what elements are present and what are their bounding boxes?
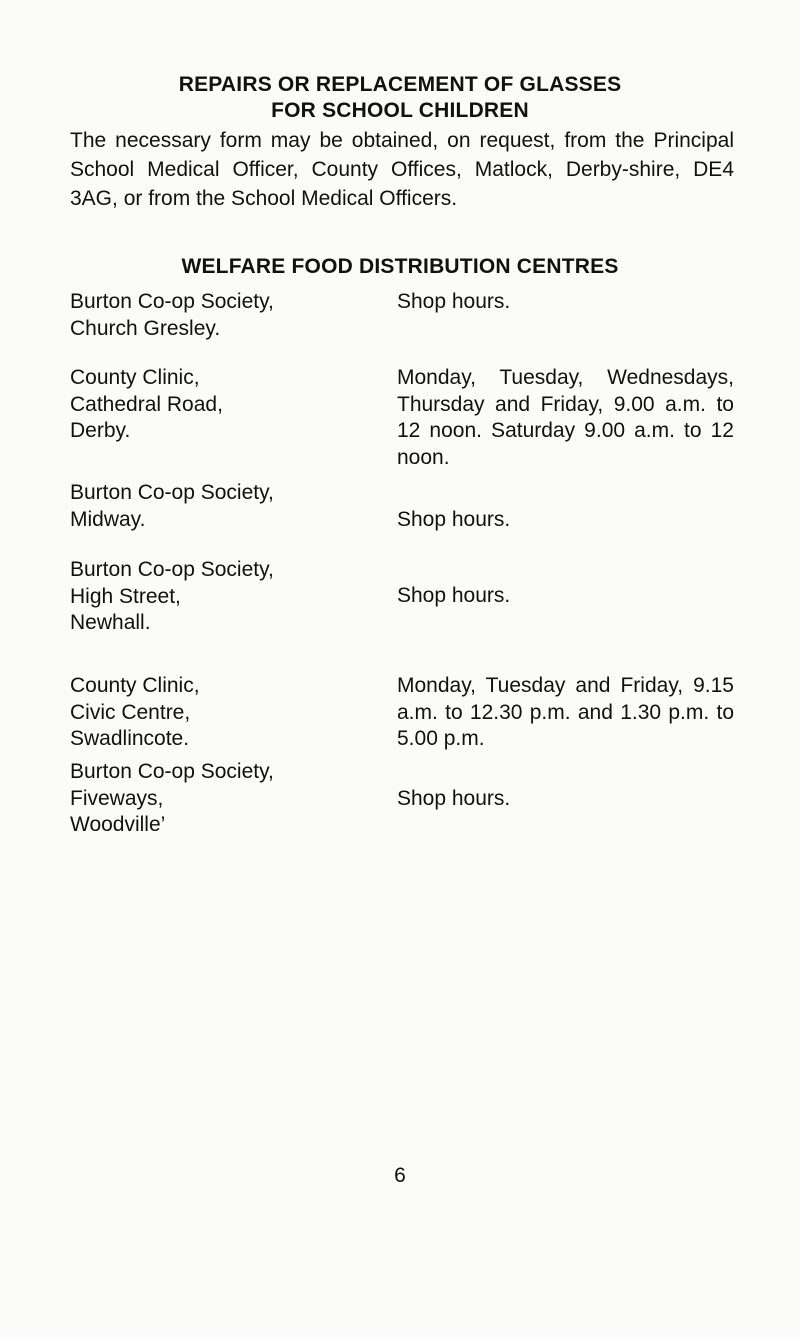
centre-5-hours: Monday, Tuesday and Friday, 9.15 a.m. to 12.30 p.m. and 1.30 p.m. to 5.00 p.m. — [397, 674, 734, 750]
centre-4-address — [70, 557, 370, 637]
centre-4-address-line-3: Newhall. — [70, 611, 151, 634]
centre-6-address-line-1: Burton Co-op Society, — [70, 760, 274, 783]
glasses-paragraph: The necessary form may be obtained, on request, from the Principal School Medical Officer, County Offices, Matlock, Derby-shire, DE4 3AG, or from the School Medical Officers. — [70, 129, 734, 210]
centre-2-address-line-3: Derby. — [70, 419, 131, 442]
page-number: 6 — [394, 1164, 406, 1187]
centre-3-address-line-1: Burton Co-op Society, — [70, 481, 274, 504]
centre-3-address-line-2: Midway. — [70, 507, 146, 531]
glasses-heading-line-1: REPAIRS OR REPLACEMENT OF GLASSES — [178, 73, 622, 96]
centre-5-address-line-2: Civic Centre, — [70, 700, 191, 724]
centre-1-address — [70, 289, 370, 342]
centre-3-hours: Shop hours. — [397, 508, 511, 531]
welfare-heading: WELFARE FOOD DISTRIBUTION CENTRES — [181, 255, 619, 278]
centre-4-address-line-1: Burton Co-op Society, — [70, 558, 274, 581]
centre-2-address — [70, 365, 370, 445]
centre-4-address-line-2: High Street, — [70, 584, 181, 608]
centre-5-address-line-3: Swadlincote. — [70, 727, 190, 750]
centre-3-address — [70, 480, 370, 533]
centre-2-hours: Monday, Tuesday, Wednesdays, Thursday and Friday, 9.00 a.m. to 12 noon. Saturday 9.00 a.m. to 12 noon. — [397, 366, 734, 469]
centre-1-address-line-2: Church Gresley. — [70, 316, 221, 340]
centre-1-hours: Shop hours. — [397, 290, 511, 313]
centre-6-address-line-2: Fiveways, — [70, 786, 164, 810]
centre-1-address-line-1: Burton Co-op Society, — [70, 290, 274, 313]
centre-4-hours: Shop hours. — [397, 584, 511, 607]
centre-2-address-line-2: Cathedral Road, — [70, 392, 223, 416]
centre-6-hours: Shop hours. — [397, 787, 511, 810]
glasses-heading-line-2: FOR SCHOOL CHILDREN — [271, 99, 529, 122]
centre-6-address — [70, 759, 370, 839]
centre-5-address-line-1: County Clinic, — [70, 674, 200, 697]
centre-2-address-line-1: County Clinic, — [70, 366, 200, 389]
centre-5-address — [70, 673, 370, 753]
centre-6-address-line-3: Woodville’ — [70, 813, 166, 836]
glasses-heading — [0, 72, 800, 124]
